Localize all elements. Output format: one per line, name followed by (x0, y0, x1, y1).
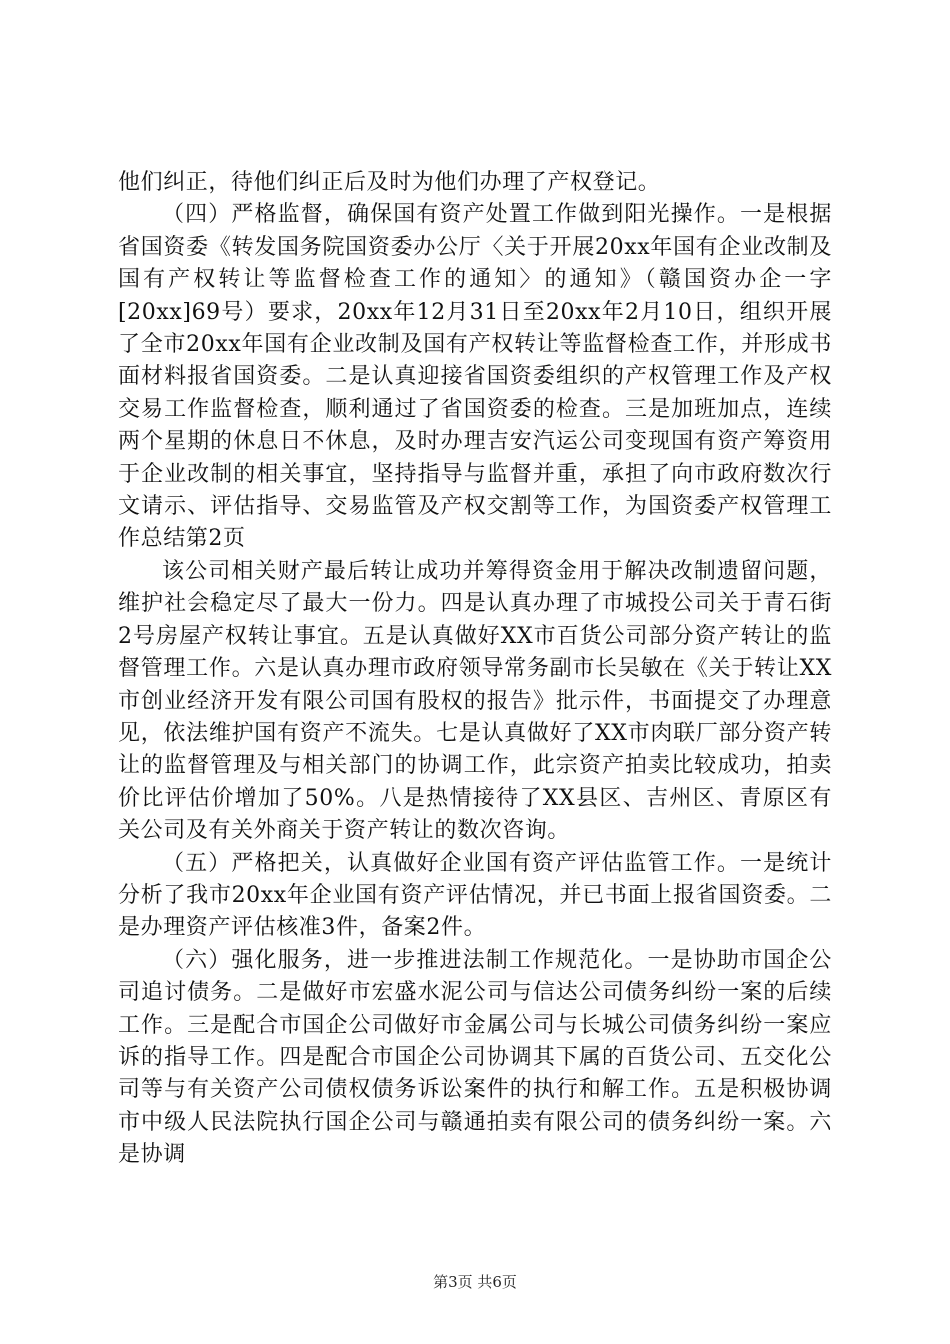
paragraph-continuation: 他们纠正，待他们纠正后及时为他们办理了产权登记。 (118, 170, 661, 195)
paragraph-section-4-continued: 该公司相关财产最后转让成功并筹得资金用于解决改制遗留问题，维护社会稳定尽了最大一份力。四是认真办理了市城投公司关于青石街2号房屋产权转让事宜。五是认真做好XX市百货公司部分资产转让的监督管理工作。六是认真办理市政府领导常务副市长吴敏在《关于转让XX市创业经济开发有限公司国有股权的报告》批示件，书面提交了办理意见，依法维护国有资产不流失。七是认真做好了XX市肉联厂部分资产转让的监督管理及与相关部门的协调工作，此宗资产拍卖比较成功，拍卖价比评估价增加了50%。八是热情接待了XX县区、吉州区、青原区有关公司及有关外商关于资产转让的数次咨询。 (118, 558, 832, 844)
paragraph-section-6: （六）强化服务，进一步推进法制工作规范化。一是协助市国企公司追讨债务。二是做好市宏盛水泥公司与信达公司债务纠纷一案的后续工作。三是配合市国企公司做好市金属公司与长城公司债务纠纷一案应诉的指导工作。四是配合市国企公司协调其下属的百货公司、五交化公司等与有关资产公司债权债务诉讼案件的执行和解工作。五是积极协调市中级人民法院执行国企公司与赣通拍卖有限公司的债务纠纷一案。六是协调 (118, 947, 832, 1168)
paragraph-section-4: （四）严格监督，确保国有资产处置工作做到阳光操作。一是根据省国资委《转发国务院国资委办公厅〈关于开展20xx年国有企业改制及国有产权转让等监督检查工作的通知〉的通知》（赣国资办企一字[20xx]69号）要求，20xx年12月31日至20xx年2月10日，组织开展了全市20xx年国有企业改制及国有产权转让等监督检查工作，并形成书面材料报省国资委。二是认真迎接省国资委组织的产权管理工作及产权交易工作监督检查，顺利通过了省国资委的检查。三是加班加点，连续两个星期的休息日不休息，及时办理吉安汽运公司变现国有资产筹资用于企业改制的相关事宜，坚持指导与监督并重，承担了向市政府数次行文请示、评估指导、交易监管及产权交割等工作，为国资委产权管理工作总结第2页 (118, 202, 832, 552)
document-body (118, 167, 832, 1172)
paragraph-section-5: （五）严格把关，认真做好企业国有资产评估监管工作。一是统计分析了我市20xx年企业国有资产评估情况，并已书面上报省国资委。二是办理资产评估核准3件，备案2件。 (118, 850, 832, 941)
page-footer: 第3页 共6页 (433, 1273, 517, 1291)
